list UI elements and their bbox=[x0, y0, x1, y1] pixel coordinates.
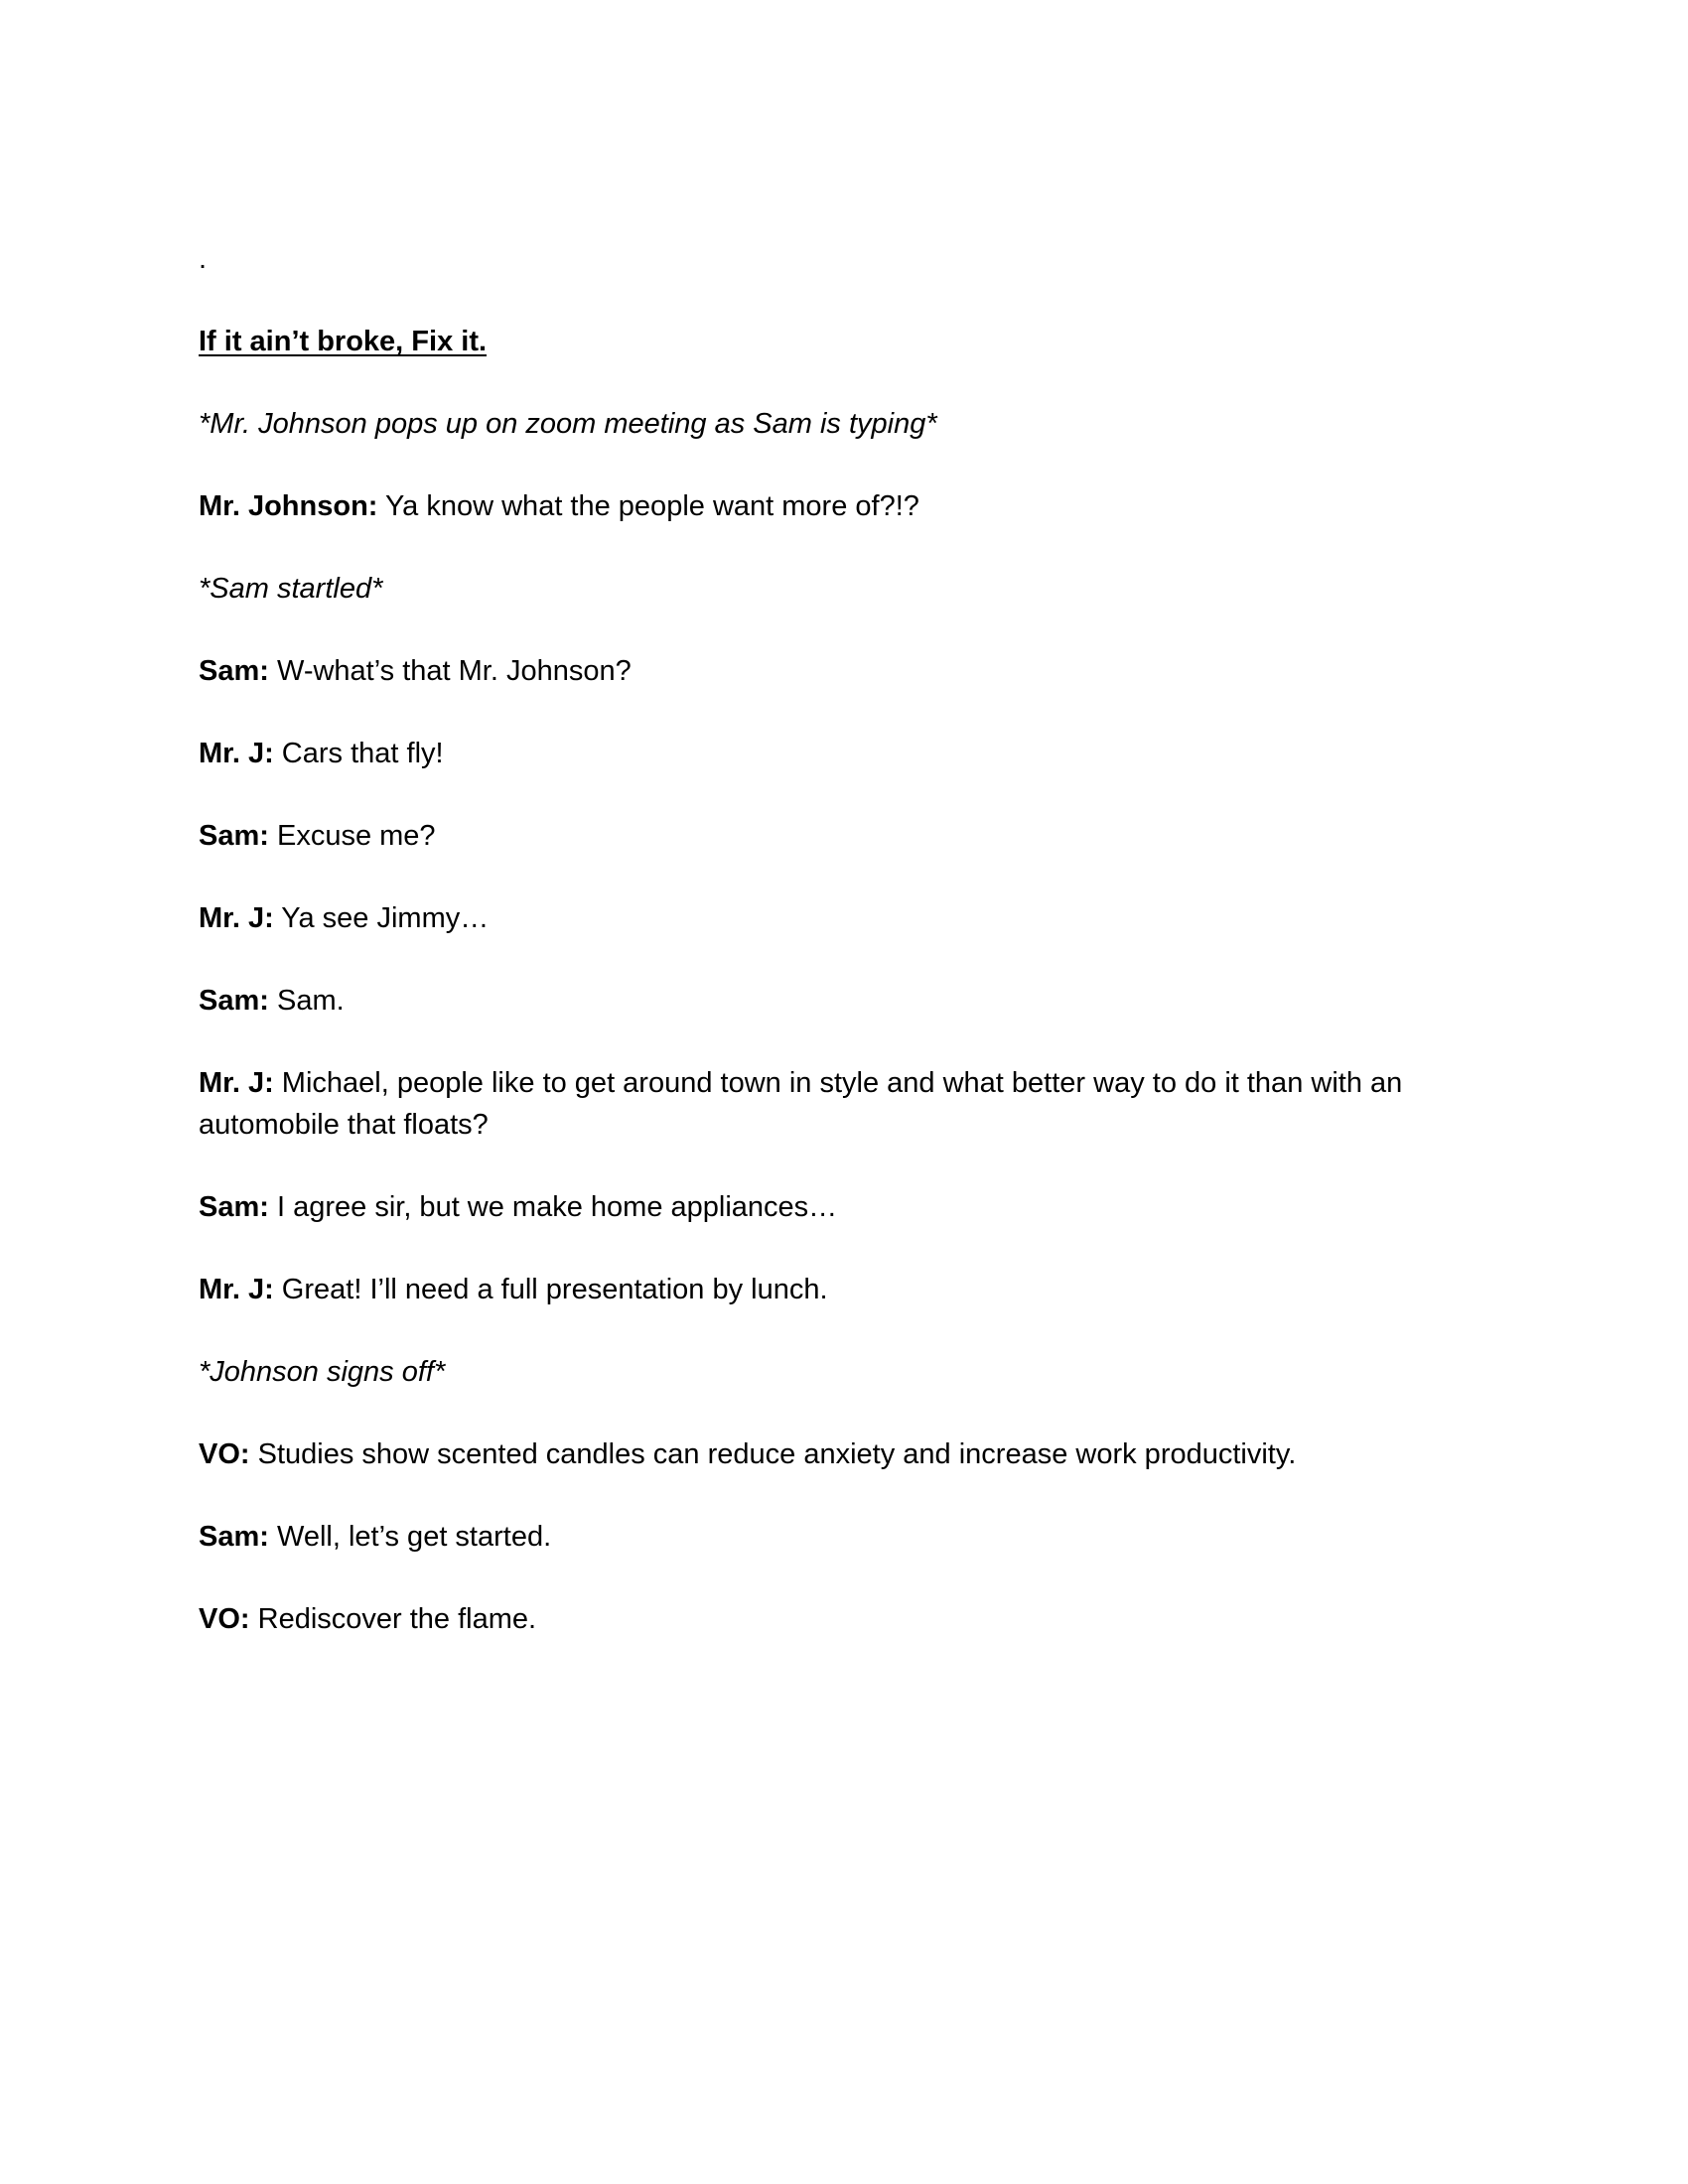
script-title: If it ain’t broke, Fix it. bbox=[199, 326, 488, 357]
dialogue-text: Excuse me? bbox=[268, 820, 436, 852]
speaker-name: Sam: bbox=[199, 655, 269, 687]
dialogue-line bbox=[199, 1433, 1489, 1475]
speaker-name: Sam: bbox=[199, 1191, 269, 1223]
stage-direction: *Johnson signs off* bbox=[199, 1356, 446, 1388]
dialogue-text: Well, let’s get started. bbox=[268, 1521, 552, 1553]
dialogue-text: Cars that fly! bbox=[273, 738, 444, 769]
dialogue-line bbox=[199, 733, 1489, 774]
dialogue-line bbox=[199, 980, 1489, 1022]
dialogue-text: Ya know what the people want more of?!? bbox=[377, 490, 919, 522]
dialogue-line bbox=[199, 485, 1489, 527]
dialogue-text: W-what’s that Mr. Johnson? bbox=[268, 655, 632, 687]
dialogue-line bbox=[199, 650, 1489, 692]
speaker-name: Sam: bbox=[199, 1521, 269, 1553]
speaker-name: VO: bbox=[199, 1438, 250, 1470]
dialogue-text: Great! I’ll need a full presentation by lunch. bbox=[273, 1274, 828, 1305]
dialogue-text: Studies show scented candles can reduce anxiety and increase work productivity. bbox=[249, 1438, 1297, 1470]
dialogue-line bbox=[199, 1269, 1489, 1310]
stage-direction: *Mr. Johnson pops up on zoom meeting as Sam is typing* bbox=[199, 408, 937, 440]
dialogue-text: Ya see Jimmy… bbox=[273, 902, 490, 934]
dialogue-line bbox=[199, 1516, 1489, 1558]
dialogue-text: Sam. bbox=[268, 985, 345, 1017]
speaker-name: Mr. J: bbox=[199, 1067, 274, 1099]
dialogue-line bbox=[199, 1186, 1489, 1228]
dialogue-text: Rediscover the flame. bbox=[249, 1603, 537, 1635]
dialogue-text: I agree sir, but we make home appliances… bbox=[268, 1191, 838, 1223]
speaker-name: Mr. J: bbox=[199, 902, 274, 934]
dialogue-line bbox=[199, 1062, 1489, 1146]
speaker-name: Sam: bbox=[199, 820, 269, 852]
speaker-name: Mr. J: bbox=[199, 1274, 274, 1305]
dialogue-text: Michael, people like to get around town in style and what better way to do it than with an automobile that floats? bbox=[199, 1067, 1403, 1141]
speaker-name: Mr. J: bbox=[199, 738, 274, 769]
dialogue-line bbox=[199, 815, 1489, 857]
leading-period: . bbox=[199, 243, 208, 275]
stage-direction: *Sam startled* bbox=[199, 573, 383, 605]
speaker-name: VO: bbox=[199, 1603, 250, 1635]
speaker-name: Mr. Johnson: bbox=[199, 490, 378, 522]
script-body bbox=[199, 238, 1489, 1640]
speaker-name: Sam: bbox=[199, 985, 269, 1017]
dialogue-line bbox=[199, 897, 1489, 939]
dialogue-line bbox=[199, 1598, 1489, 1640]
